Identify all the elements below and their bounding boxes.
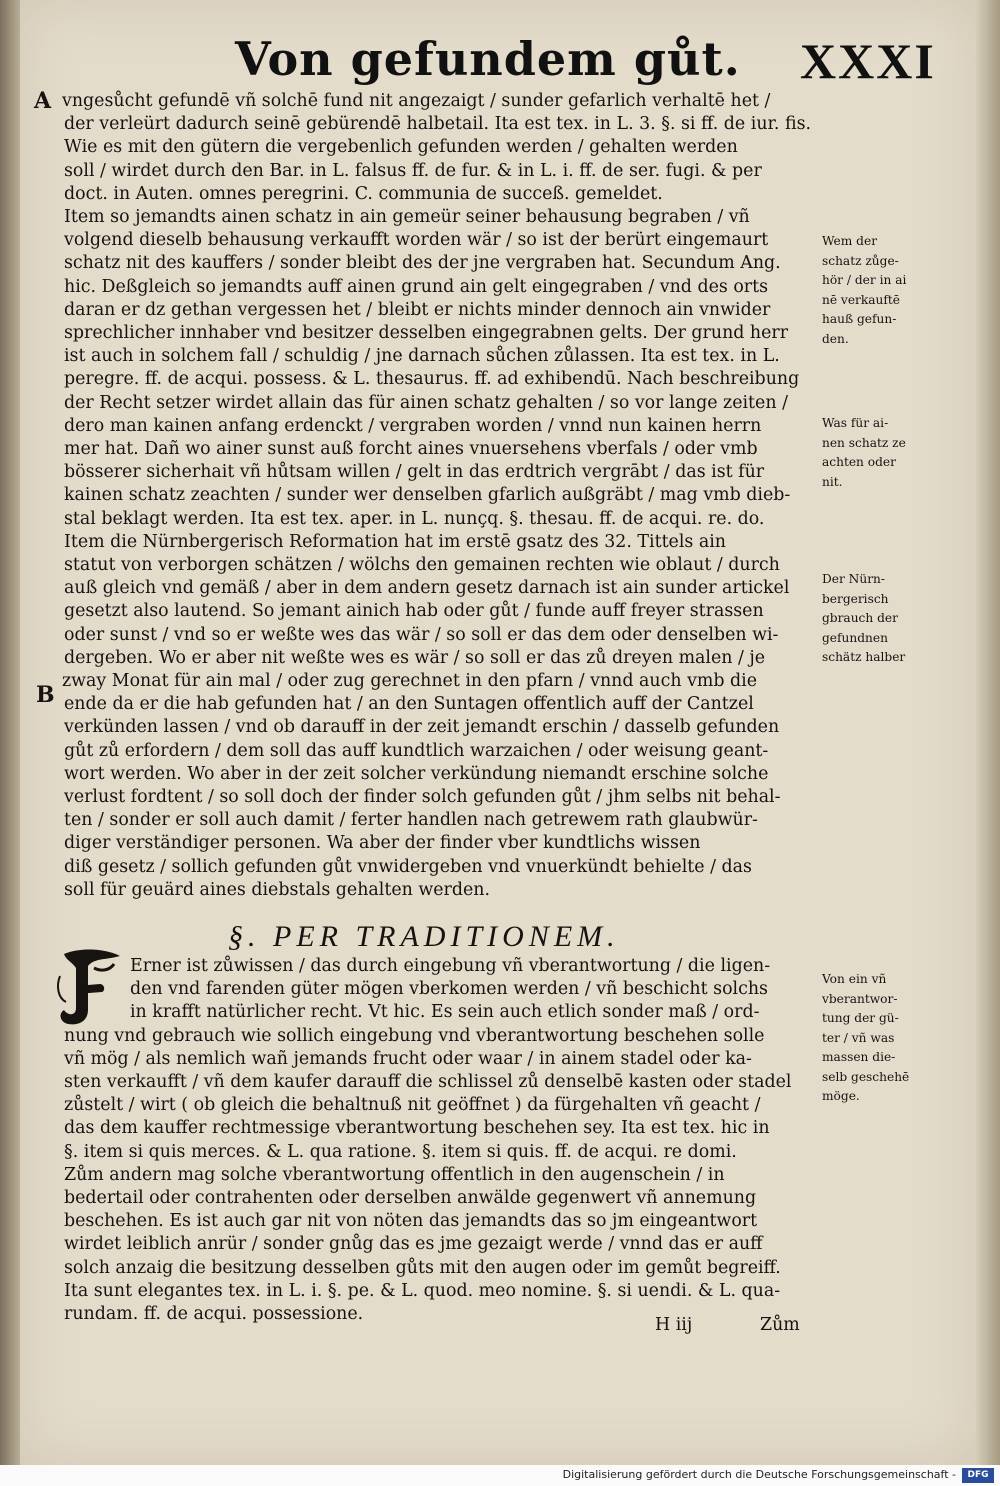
text-line: wirdet leiblich anrür / sonder gnůg das es jme gezaigt werde / vnnd das er auff [64,1234,763,1255]
text-line: in krafft natürlicher recht. Vt hic. Es sein auch etlich sonder maß / ord- [130,1002,760,1023]
text-line: vngesůcht gefundē vñ solchē fund nit angezaigt / sunder gefarlich verhaltē het / [62,91,771,111]
book-gutter [0,0,20,1465]
marginal-note-line: Wem der [822,234,878,248]
text-line: doct. in Auten. omnes peregrini. C. communia de succeß. gemeldet. [64,183,663,204]
signature-mark: H iij [655,1315,693,1335]
funding-credit: Digitalisierung gefördert durch die Deutsche Forschungsgemeinschaft - [562,1468,956,1481]
marginal-note-line: Was für ai- [822,416,889,430]
marginal-note-line: tung der gü- [822,1011,899,1025]
text-line: Zům andern mag solche vberantwortung offentlich in den augenschein / in [64,1164,725,1185]
marginal-note [822,232,932,349]
folio-number: XXXI [800,33,936,89]
text-line: bedertail oder contrahenten oder derselben anwälde gegenwert vñ annemung [64,1188,757,1208]
marginal-note-line: möge. [822,1089,860,1103]
text-line: soll / wirdet durch den Bar. in L. falsus ff. de fur. & in L. i. ff. de ser. fugi. & per [64,160,762,181]
marginal-note-line: hör / der in ai [822,273,907,287]
marginal-note-line: schatz zůge- [822,253,899,268]
text-line: zway Monat für ain mal / oder zug gerechnet in den pfarn / vnnd auch vmb die [62,671,758,691]
text-line: Ita sunt elegantes tex. in L. i. §. pe. & L. quod. meo nomine. §. si uendi. & L. qua- [64,1280,781,1301]
text-line: oder sunst / vnd so er weßte wes das wär / so soll er das dem oder denselben wi- [64,624,779,645]
text-line: verlust fordtent / so soll doch der finder solch gefunden gůt / jhm selbs nit behal- [64,787,781,807]
section-heading: §. PER TRADITIONEM. [228,920,620,953]
marginal-note-line: ter / vñ was [822,1030,895,1045]
marginal-note [822,414,932,492]
text-line: vñ mög / als nemlich wañ jemands frucht oder waar / in ainem stadel oder ka- [64,1048,752,1069]
text-line: verkünden lassen / vnd ob darauff in der zeit jemandt erschin / dasselb gefunden [64,717,780,738]
marginal-note [822,970,932,1107]
marginal-note-line: nē verkauftē [822,292,900,307]
marginal-note-line: den. [822,331,849,346]
marginal-note-line: bergerisch [822,591,889,606]
marginal-note-line: achten oder [822,455,896,469]
text-line: beschehen. Es ist auch gar nit von nöten das jemandts das so jm eingeantwort [64,1211,758,1232]
page-edge [976,0,1000,1465]
marginal-note-line: gefundnen [822,630,888,645]
marginal-note [822,570,932,668]
marginal-note-line: Der Nürn- [822,572,885,586]
marginal-note-line: gbrauch der [822,611,898,625]
text-line: stal beklagt werden. Ita est tex. aper. in L. nunçq. §. thesau. ff. de acqui. re. do. [64,508,765,529]
text-line: mer hat. Dañ wo ainer sunst auß forcht aines vnuersehens vberfals / oder vmb [64,439,758,459]
running-title: Von gefundem gůt. [235,32,741,86]
text-line: den vnd farenden güter mögen vberkomen werden / vñ beschicht solchs [130,979,768,1000]
text-line: volgend dieselb behausung verkaufft worden wär / so ist der berürt eingemaurt [64,230,769,251]
text-line: solch anzaig die besitzung desselben gůts mit den augen oder im gemůt begreiff. [64,1257,781,1278]
initial-letter: F [92,1006,93,1007]
text-line: auß gleich vnd gemäß / aber in dem andern gesetz darnach ist ain sunder artickel [64,578,790,599]
text-line: diß gesetz / sollich gefunden gůt vnwidergeben vnd vnuerkündt behielte / das [64,856,752,877]
marginal-note-line: selb geschehē [822,1069,910,1084]
text-line: §. item si quis merces. & L. qua ratione. §. item si quis. ff. de acqui. re domi. [64,1141,737,1162]
text-line: hic. Deßgleich so jemandts auff ainen grund ain gelt eingegraben / vnd des orts [64,276,769,297]
text-line: schatz nit des kauffers / sonder bleibt des der jne vergraben hat. Secundum Ang. [64,253,781,274]
text-line: ten / sonder er soll auch damit / ferter handlen nach getrewem rath glaubwür- [64,810,758,831]
text-line: kainen schatz zeachten / sunder wer denselben gfarlich außgräbt / mag vmb dieb- [64,485,791,506]
text-line: daran er dz gethan vergessen het / bleibt er nichts minder dennoch ain vnwider [64,299,771,320]
text-line: nung vnd gebrauch wie sollich eingebung vnd vberantwortung beschehen solle [64,1025,765,1046]
text-line: ist auch in solchem fall / schuldig / jne darnach sůchen zůlassen. Ita est tex. in L. [64,346,780,367]
text-line: Item die Nürnbergerisch Reformation hat im erstē gsatz des 32. Tittels ain [64,531,726,552]
marginal-note-line: vberantwor- [822,991,898,1006]
text-line: soll für geuärd aines diebstals gehalten werden. [64,879,490,900]
decorated-initial [54,946,124,1028]
section-marker-a: A [34,88,52,114]
text-line: dergeben. Wo er aber nit weßte wes es wär / so soll er das zů dreyen malen / je [64,647,766,668]
text-line: Item so jemandts ainen schatz in ain gemeür seiner behausung begraben / vñ [64,207,750,227]
catchword: Zům [760,1315,800,1335]
marginal-note-line: hauß gefun- [822,312,897,326]
text-line: gesetzt also lautend. So jemant ainich hab oder gůt / funde auff freyer strassen [64,601,764,622]
text-line: ende da er die hab gefunden hat / an den Suntagen offentlich auff der Cantzel [64,694,754,715]
text-line: zůstelt / wirt ( ob gleich die behaltnuß nit geöffnet ) da fürgehalten vñ geacht / [64,1095,761,1116]
text-line: peregre. ff. de acqui. possess. & L. thesaurus. ff. ad exhibendū. Nach beschreibung [64,369,800,390]
text-line: Wie es mit den gütern die vergebenlich gefunden werden / gehalten werden [64,137,738,158]
marginal-note-line: massen die- [822,1050,896,1064]
text-line: dero man kainen anfang erdenckt / vergraben worden / vnnd nun kainen herrn [64,415,762,436]
text-line: statut von verborgen schätzen / wölchs den gemainen rechten wie oblaut / durch [64,555,780,575]
text-line: sten verkaufft / vñ dem kaufer darauff die schlissel zů denselbē kasten oder stadel [64,1072,792,1092]
marginal-note-line: nen schatz ze [822,435,906,450]
text-line: Erner ist zůwissen / das durch eingebung vñ vberantwortung / die ligen- [130,956,771,976]
section-marker-b: B [36,682,55,708]
text-line: wort werden. Wo aber in der zeit solcher verkündung niemandt erschine solche [64,763,769,784]
footer-bar [0,1465,1000,1486]
text-line: bösserer sicherhait vñ hůtsam willen / gelt in das erdtrich vergrābt / das ist für [64,462,765,483]
dfg-logo: DFG [962,1468,994,1483]
text-line: gůt zů erfordern / dem soll das auff kundtlich warzaichen / oder weisung geant- [64,740,769,761]
marginal-note-line: nit. [822,474,843,489]
text-line: der Recht setzer wirdet allain das für ainen schatz gehalten / so vor lange zeiten / [64,392,788,413]
text-line: diger verständiger personen. Wa aber der finder vber kundtlichs wissen [64,833,701,854]
text-line: der verleürt dadurch seinē gebürendē halbetail. Ita est tex. in L. 3. §. si ff. de iur. fis. [64,114,812,135]
text-line: rundam. ff. de acqui. possessione. [64,1304,364,1324]
text-line: das dem kauffer rechtmessige vberantwortung beschehen sey. Ita est tex. hic in [64,1118,770,1139]
text-line: sprechlicher innhaber vnd besitzer desselben eingegrabnen gelts. Der grund herr [64,323,789,343]
marginal-note-line: schätz halber [822,650,906,664]
marginal-note-line: Von ein vñ [822,972,887,986]
